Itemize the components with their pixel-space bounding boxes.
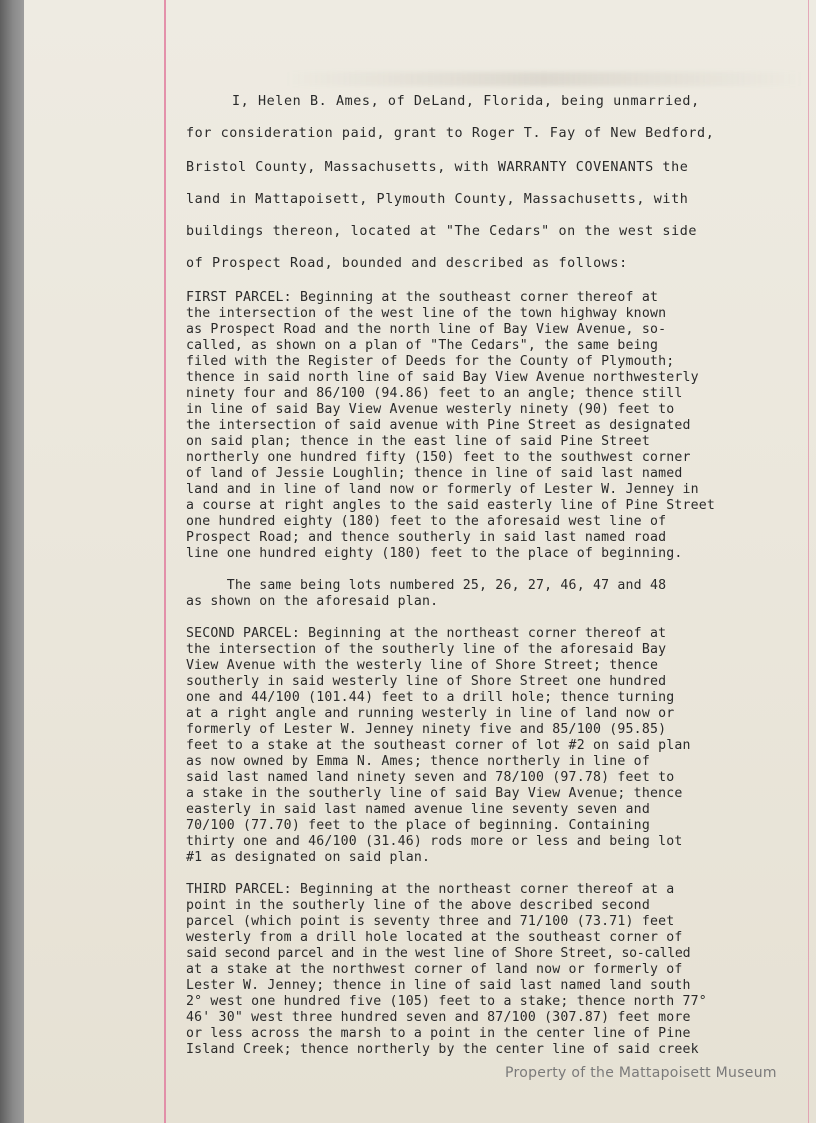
document-page [24,0,816,1123]
third-parcel-line: or less across the marsh to a point in the center line of Pine [186,1026,691,1041]
third-parcel-line: 2° west one hundred five (105) feet to a stake; thence north 77° [186,994,707,1009]
second-parcel-line: a stake in the southerly line of said Bay View Avenue; thence [186,786,683,801]
first-parcel-line: line one hundred eighty (180) feet to the place of beginning. [186,546,683,561]
lots-note-line: as shown on the aforesaid plan. [186,594,439,609]
first-parcel-line: thence in said north line of said Bay View Avenue northwesterly [186,370,699,385]
intro-line: Bristol County, Massachusetts, with WARRANTY COVENANTS the [186,160,689,175]
second-parcel-line: said last named land ninety seven and 78/100 (97.78) feet to [186,770,675,785]
second-parcel-line: thirty one and 46/100 (31.46) rods more or less and being lot [186,834,683,849]
intro-line: I, Helen B. Ames, of DeLand, Florida, being unmarried, [232,94,700,109]
intro-line: land in Mattapoisett, Plymouth County, Massachusetts, with [186,192,689,207]
second-parcel-line: easterly in said last named avenue line seventy seven and [186,802,650,817]
intro-line: of Prospect Road, bounded and described as follows: [186,256,628,271]
lots-note-line: The same being lots numbered 25, 26, 27, 46, 47 and 48 [186,578,667,593]
third-parcel-line: THIRD PARCEL: Beginning at the northeast corner thereof at a [186,882,675,897]
third-parcel-line: Lester W. Jenney; thence in line of said last named land south [186,978,691,993]
museum-watermark: Property of the Mattapoisett Museum [505,1065,777,1081]
first-parcel-line: the intersection of said avenue with Pine Street as designated [186,418,691,433]
intro-line: for consideration paid, grant to Roger T. Fay of New Bedford, [186,126,715,141]
second-parcel-line: at a right angle and running westerly in line of land now or [186,706,675,721]
first-parcel-line: Prospect Road; and thence southerly in said last named road [186,530,667,545]
first-parcel-line: FIRST PARCEL: Beginning at the southeast corner thereof at [186,290,659,305]
bleed-through-text [284,72,804,86]
second-parcel-line: 70/100 (77.70) feet to the place of beginning. Containing [186,818,650,833]
scanner-edge [0,0,24,1123]
second-parcel-line: as now owned by Emma N. Ames; thence northerly in line of [186,754,650,769]
first-parcel-line: filed with the Register of Deeds for the County of Plymouth; [186,354,675,369]
second-parcel-line: one and 44/100 (101.44) feet to a drill hole; thence turning [186,690,675,705]
first-parcel-line: called, as shown on a plan of "The Cedars", the same being [186,338,659,353]
second-parcel-line: View Avenue with the westerly line of Shore Street; thence [186,658,659,673]
intro-line: buildings thereon, located at "The Cedars" on the west side [186,224,698,239]
second-parcel-line: the intersection of the southerly line of the aforesaid Bay [186,642,667,657]
first-parcel-line: ninety four and 86/100 (94.86) feet to an angle; thence still [186,386,683,401]
first-parcel-line: of land of Jessie Loughlin; thence in line of said last named [186,466,683,481]
first-parcel-line: the intersection of the west line of the town highway known [186,306,667,321]
third-parcel-line: parcel (which point is seventy three and 71/100 (73.71) feet [186,914,675,929]
third-parcel-line: said second parcel and in the west line of Shore Street, so-called [186,946,691,961]
second-parcel-line: feet to a stake at the southeast corner of lot #2 on said plan [186,738,691,753]
second-parcel-line: formerly of Lester W. Jenney ninety five and 85/100 (95.85) [186,722,667,737]
first-parcel-line: on said plan; thence in the east line of said Pine Street [186,434,650,449]
right-margin-rule [808,0,809,1123]
left-margin-rule [164,0,166,1123]
first-parcel-line: northerly one hundred fifty (150) feet to the southwest corner [186,450,691,465]
third-parcel-line: Island Creek; thence northerly by the center line of said creek [186,1042,699,1057]
first-parcel-line: in line of said Bay View Avenue westerly ninety (90) feet to [186,402,675,417]
first-parcel-line: as Prospect Road and the north line of Bay View Avenue, so- [186,322,667,337]
third-parcel-line: westerly from a drill hole located at the southeast corner of [186,930,683,945]
third-parcel-line: point in the southerly line of the above described second [186,898,650,913]
second-parcel-line: #1 as designated on said plan. [186,850,431,865]
third-parcel-line: at a stake at the northwest corner of land now or formerly of [186,962,683,977]
second-parcel-line: southerly in said westerly line of Shore Street one hundred [186,674,667,689]
third-parcel-line: 46' 30" west three hundred seven and 87/100 (307.87) feet more [186,1010,691,1025]
first-parcel-line: a course at right angles to the said easterly line of Pine Street [186,498,716,513]
first-parcel-line: one hundred eighty (180) feet to the aforesaid west line of [186,514,667,529]
second-parcel-line: SECOND PARCEL: Beginning at the northeast corner thereof at [186,626,667,641]
first-parcel-line: land and in line of land now or formerly of Lester W. Jenney in [186,482,699,497]
